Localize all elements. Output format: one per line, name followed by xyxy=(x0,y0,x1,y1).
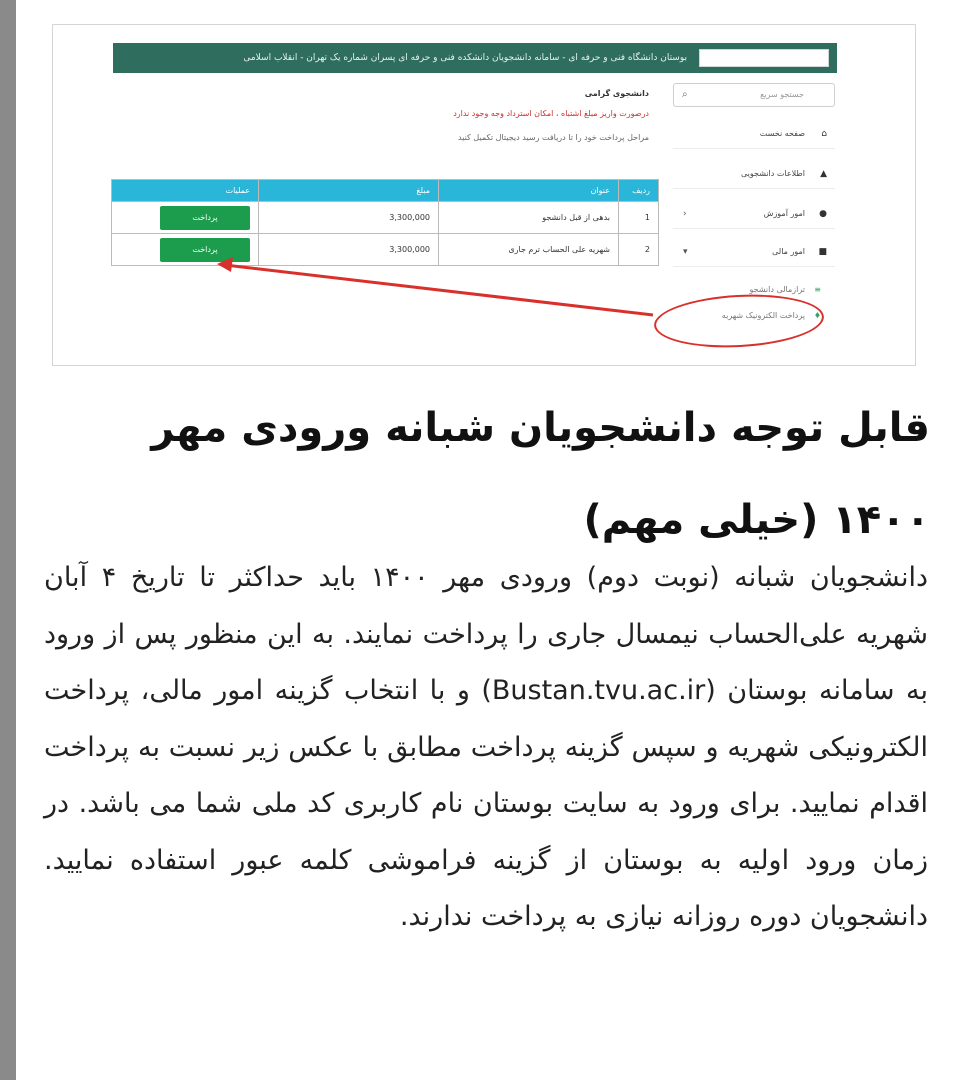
portal-header-text: بوستان دانشگاه فنی و حرفه ای - سامانه دانشجویان دانشکده فنی و حرفه ای پسران شماره یک تهران - انقلاب اسلامی xyxy=(243,53,687,63)
notice-title: دانشجوی گرامی xyxy=(584,89,649,98)
search-placeholder: جستجو سریع xyxy=(760,90,804,99)
annotation-arrow xyxy=(53,25,916,366)
left-edge-bar xyxy=(0,0,16,1080)
notice-warning: درصورت واریز مبلغ اشتباه ، امکان استرداد وجه وجود ندارد xyxy=(453,109,649,118)
sidebar-subitem-label: ترازمالی دانشجو xyxy=(749,285,805,294)
notice-instruction: مراحل پرداخت خود را تا دریافت رسید دیجیتال تکمیل کنید xyxy=(458,133,649,142)
cell-title: بدهی از قبل دانشجو xyxy=(439,202,619,234)
col-header-action: عملیات xyxy=(112,180,259,202)
file-icon: ■ xyxy=(818,247,827,257)
pay-button[interactable]: پرداخت xyxy=(160,238,250,262)
col-header-title: عنوان xyxy=(439,180,619,202)
home-icon: ⌂ xyxy=(821,129,827,139)
sidebar-item-label: امور آموزش xyxy=(763,209,805,218)
sidebar-subitem-label: پرداخت الکترونیک شهریه xyxy=(721,311,805,320)
sidebar-item-label: صفحه نخست xyxy=(759,129,805,138)
book-icon: ● xyxy=(819,209,827,219)
embedded-screenshot xyxy=(52,24,916,366)
cell-amount: 3,300,000 xyxy=(259,202,439,234)
graduation-cap-icon: ▲ xyxy=(820,169,827,179)
article-headline: قابل توجه دانشجویان شبانه ورودی مهر ۱۴۰۰ (خیلی مهم) xyxy=(151,405,930,543)
col-header-amount: مبلغ xyxy=(259,180,439,202)
chevron-left-icon: ‹ xyxy=(683,209,687,219)
sidebar-item-label: اطلاعات دانشجویی xyxy=(741,169,805,178)
list-icon: ≡ xyxy=(814,285,821,294)
article-body: دانشجویان شبانه (نوبت دوم) ورودی مهر ۱۴۰۰ باید حداکثر تا تاریخ ۴ آبان شهریه علی‌الحساب نیمسال جاری را پرداخت نمایند. به این منظور پس از ورود به سامانه بوستان (Bustan.tvu.ac.ir) و با انتخاب گزینه امور مالی، پرداخت الکترونیکی شهریه و سپس گزینه پرداخت مطابق با عکس زیر نسبت به پرداخت اقدام نمایید. برای ورود به سایت بوستان نام کاربری کد ملی شما می باشد. در زمان ورود اولیه به بوستان از گزینه فراموشی کلمه عبور استفاده نمایید. دانشجویان دوره روزانه نیازی به پرداخت ندارند. xyxy=(44,562,928,932)
pay-button[interactable]: پرداخت xyxy=(160,206,250,230)
payment-icon: ♦ xyxy=(813,311,821,320)
cell-title: شهریه علی الحساب ترم جاری xyxy=(439,234,619,266)
cell-index: 1 xyxy=(619,202,659,234)
sidebar-item-label: امور مالی xyxy=(772,247,805,256)
chevron-down-icon: ▾ xyxy=(683,247,688,257)
cell-amount: 3,300,000 xyxy=(259,234,439,266)
col-header-index: ردیف xyxy=(619,180,659,202)
search-icon: ⌕ xyxy=(682,89,688,100)
cell-index: 2 xyxy=(619,234,659,266)
